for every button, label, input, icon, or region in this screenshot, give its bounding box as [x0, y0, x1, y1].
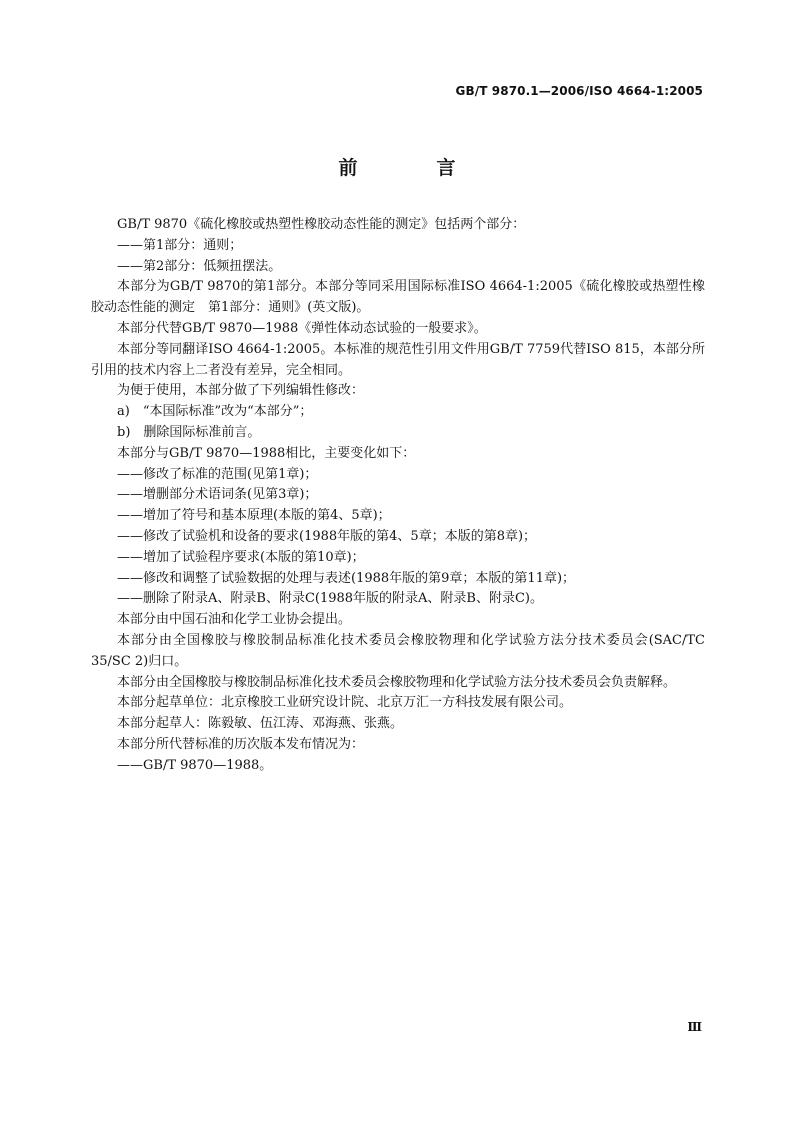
paragraph: 本部分起草单位：北京橡胶工业研究设计院、北京万汇一方科技发展有限公司。 [117, 695, 573, 711]
list-item: ——修改和调整了试验数据的处理与表述(1988年版的第9章；本版的第11章)； [117, 570, 576, 586]
list-item: ——修改了试验机和设备的要求(1988年版的第4、5章；本版的第8章)； [117, 528, 537, 544]
list-item: ——修改了标准的范围(见第1章)； [117, 466, 318, 482]
list-item: a) “本国际标准”改为“本部分”； [117, 404, 313, 420]
paragraph: 本部分由全国橡胶与橡胶制品标准化技术委员会橡胶物理和化学试验方法分技术委员会负责解释。 [117, 674, 677, 690]
page-title: 前 言 [338, 157, 486, 179]
list-item: ——删除了附录A、附录B、附录C(1988年版的附录A、附录B、附录C)。 [117, 591, 544, 607]
paragraph: 本部分代替GB/T 9870—1988《弹性体动态试验的一般要求》。 [117, 320, 487, 336]
paragraph: 为便于使用，本部分做了下列编辑性修改： [117, 383, 365, 399]
list-item: ——增加了试验程序要求(本版的第10章)； [117, 549, 365, 565]
list-item: b) 删除国际标准前言。 [117, 424, 261, 440]
list-item: ——第2部分：低频扭摆法。 [117, 258, 282, 274]
paragraph: 本部分为GB/T 9870的第1部分。本部分等同采用国际标准ISO 4664-1:2005《硫化橡胶或热塑性橡胶动态性能的测定 第1部分：通则》(英文版)。 [91, 279, 705, 316]
page-number: Ⅲ [687, 1020, 702, 1034]
paragraph: 本部分由中国石油和化学工业协会提出。 [117, 612, 352, 628]
list-item: ——第1部分：通则； [117, 237, 243, 253]
list-item: ——增删部分术语词条(见第3章)； [117, 487, 318, 503]
paragraph: 本部分起草人：陈毅敏、伍江涛、邓海燕、张燕。 [117, 716, 404, 732]
paragraph: 本部分与GB/T 9870—1988相比，主要变化如下： [117, 445, 416, 461]
paragraph: 本部分等同翻译ISO 4664-1:2005。本标准的规范性引用文件用GB/T 7759代替ISO 815，本部分所引用的技术内容上二者没有差异，完全相同。 [91, 341, 705, 378]
list-item: ——增加了符号和基本原理(本版的第4、5章)； [117, 508, 391, 524]
paragraph: GB/T 9870《硫化橡胶或热塑性橡胶动态性能的测定》包括两个部分： [117, 217, 526, 232]
standard-code-header: GB/T 9870.1—2006/ISO 4664-1:2005 [455, 84, 703, 98]
foreword-body [91, 215, 705, 777]
list-item: ——GB/T 9870—1988。 [117, 757, 273, 773]
paragraph: 本部分由全国橡胶与橡胶制品标准化技术委员会橡胶物理和化学试验方法分技术委员会(SAC/TC 35/SC 2)归口。 [91, 632, 705, 669]
paragraph: 本部分所代替标准的历次版本发布情况为： [117, 736, 365, 752]
